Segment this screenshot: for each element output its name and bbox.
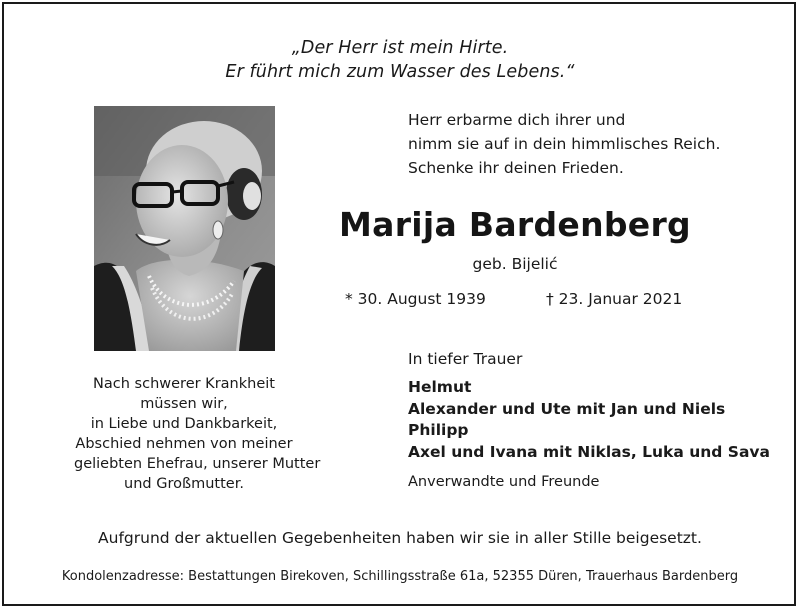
prayer-line: nimm sie auf in dein himmlisches Reich. <box>408 135 721 153</box>
farewell-line: Nach schwerer Krankheit <box>93 376 275 392</box>
birth-name: geb. Bijelić <box>472 255 558 273</box>
birth-date: * 30. August 1939 <box>345 290 486 308</box>
portrait-illustration <box>94 106 275 351</box>
deceased-name: Marija Bardenberg <box>339 205 691 244</box>
condolence-address: Kondolenzadresse: Bestattungen Birekoven, Schillingsstraße 61a, 52355 Düren, Trauerhaus Bardenberg <box>61 569 739 584</box>
farewell-line: müssen wir, <box>140 396 228 412</box>
farewell-text <box>74 374 321 494</box>
burial-notice: Aufgrund der aktuellen Gegebenheiten haben wir sie in aller Stille beigesetzt. <box>98 529 702 547</box>
family-member: Axel und Ivana mit Niklas, Luka und Sava <box>408 442 770 461</box>
death-date: † 23. Januar 2021 <box>546 290 683 308</box>
farewell-line: geliebten Ehefrau, unserer Mutter <box>74 456 321 472</box>
portrait-photo <box>94 106 275 351</box>
prayer-line: Herr erbarme dich ihrer und <box>408 111 626 129</box>
farewell-line: Abschied nehmen von meiner <box>75 436 293 452</box>
quote-line-1: „Der Herr ist mein Hirte. <box>291 38 509 58</box>
quote-line-2: Er führt mich zum Wasser des Lebens.“ <box>225 62 575 82</box>
prayer-line: Schenke ihr deinen Frieden. <box>408 159 624 177</box>
farewell-line: und Großmutter. <box>124 476 244 492</box>
family-member: Philipp <box>408 421 469 439</box>
farewell-line: in Liebe und Dankbarkeit, <box>90 416 278 432</box>
relatives-line: Anverwandte und Freunde <box>408 474 600 490</box>
family-list <box>408 377 770 463</box>
family-member: Alexander und Ute mit Jan und Niels <box>408 399 726 418</box>
prayer-text <box>408 108 720 180</box>
mourning-intro: In tiefer Trauer <box>408 350 523 368</box>
bible-quote <box>0 36 800 84</box>
family-member: Helmut <box>408 378 472 396</box>
